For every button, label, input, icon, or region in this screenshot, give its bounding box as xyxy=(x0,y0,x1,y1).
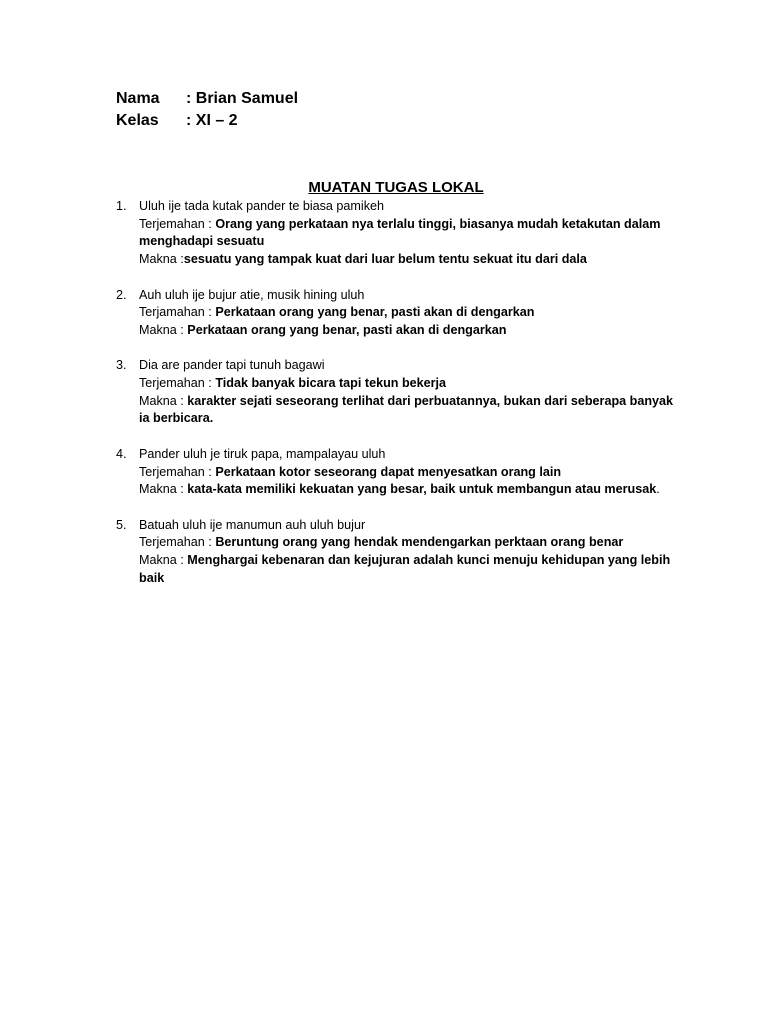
proverb-text: Pander uluh je tiruk papa, mampalayau uluh xyxy=(139,446,386,461)
meaning-label: Makna : xyxy=(139,482,188,497)
translation-label: Terjemahan : xyxy=(139,216,216,231)
document-title: MUATAN TUGAS LOKAL xyxy=(308,179,484,196)
proverb-text: Auh uluh ije bujur atie, musik hining uluh xyxy=(139,287,365,302)
student-info xyxy=(116,88,298,132)
class-row xyxy=(116,110,298,132)
translation-label: Terjemahan : xyxy=(139,535,216,550)
meaning-text: karakter sejati seseorang terlihat dari perbuatannya, bukan dari seberapa banyak ia berbicara. xyxy=(139,393,674,426)
meaning-text: kata-kata memiliki kekuatan yang besar, baik untuk membangun atau merusak xyxy=(187,482,657,497)
meaning-line xyxy=(139,322,676,340)
translation-text: Perkataan orang yang benar, pasti akan di dengarkan xyxy=(215,305,535,320)
translation-label: Terjemahan : xyxy=(139,376,216,390)
meaning-label: Makna : xyxy=(139,322,188,337)
translation-line xyxy=(139,216,676,251)
translation-line xyxy=(139,464,676,482)
item-number: 5. xyxy=(116,517,127,532)
translation-text: Tidak banyak bicara tapi tekun bekerja xyxy=(215,376,447,390)
meaning-suffix: . xyxy=(656,482,660,497)
class-label: Kelas xyxy=(116,112,159,129)
list-item xyxy=(116,357,676,428)
meaning-label: Makna : xyxy=(139,393,188,408)
translation-text: Beruntung orang yang hendak mendengarkan perktaan orang benar xyxy=(215,535,624,550)
name-label: Nama xyxy=(116,90,160,107)
item-number: 4. xyxy=(116,446,127,461)
list-item xyxy=(116,446,676,499)
proverb-text: Dia are pander tapi tunuh bagawi xyxy=(139,358,325,373)
item-number: 3. xyxy=(116,358,127,373)
item-number: 1. xyxy=(116,199,127,213)
translation-label: Terjamahan : xyxy=(139,305,216,320)
proverb-list xyxy=(116,198,676,605)
translation-label: Terjemahan : xyxy=(139,464,216,479)
translation-line xyxy=(139,534,676,552)
translation-line xyxy=(139,375,676,393)
meaning-label: Makna : xyxy=(139,252,184,267)
meaning-line xyxy=(139,481,676,499)
proverb-text: Batuah uluh ije manumun auh uluh bujur xyxy=(139,517,366,532)
translation-line xyxy=(139,304,676,322)
translation-text: Orang yang perkataan nya terlalu tinggi, biasanya mudah ketakutan dalam menghadapi sesuatu xyxy=(139,216,661,249)
proverb-text: Uluh ije tada kutak pander te biasa pamikeh xyxy=(139,199,385,213)
name-value: : Brian Samuel xyxy=(186,90,299,107)
list-item xyxy=(116,287,676,340)
meaning-line xyxy=(139,393,676,428)
meaning-line xyxy=(139,251,676,269)
name-row xyxy=(116,88,298,110)
meaning-line xyxy=(139,552,676,587)
list-item xyxy=(116,198,676,269)
list-item xyxy=(116,517,676,588)
class-value: : XI – 2 xyxy=(186,112,238,129)
item-number: 2. xyxy=(116,287,127,302)
meaning-text: sesuatu yang tampak kuat dari luar belum tentu sekuat itu dari dala xyxy=(183,252,587,267)
meaning-text: Perkataan orang yang benar, pasti akan di dengarkan xyxy=(187,322,507,337)
meaning-label: Makna : xyxy=(139,553,188,567)
meaning-text: Menghargai kebenaran dan kejujuran adalah kunci menuju kehidupan yang lebih baik xyxy=(139,553,671,585)
translation-text: Perkataan kotor seseorang dapat menyesatkan orang lain xyxy=(215,464,562,479)
